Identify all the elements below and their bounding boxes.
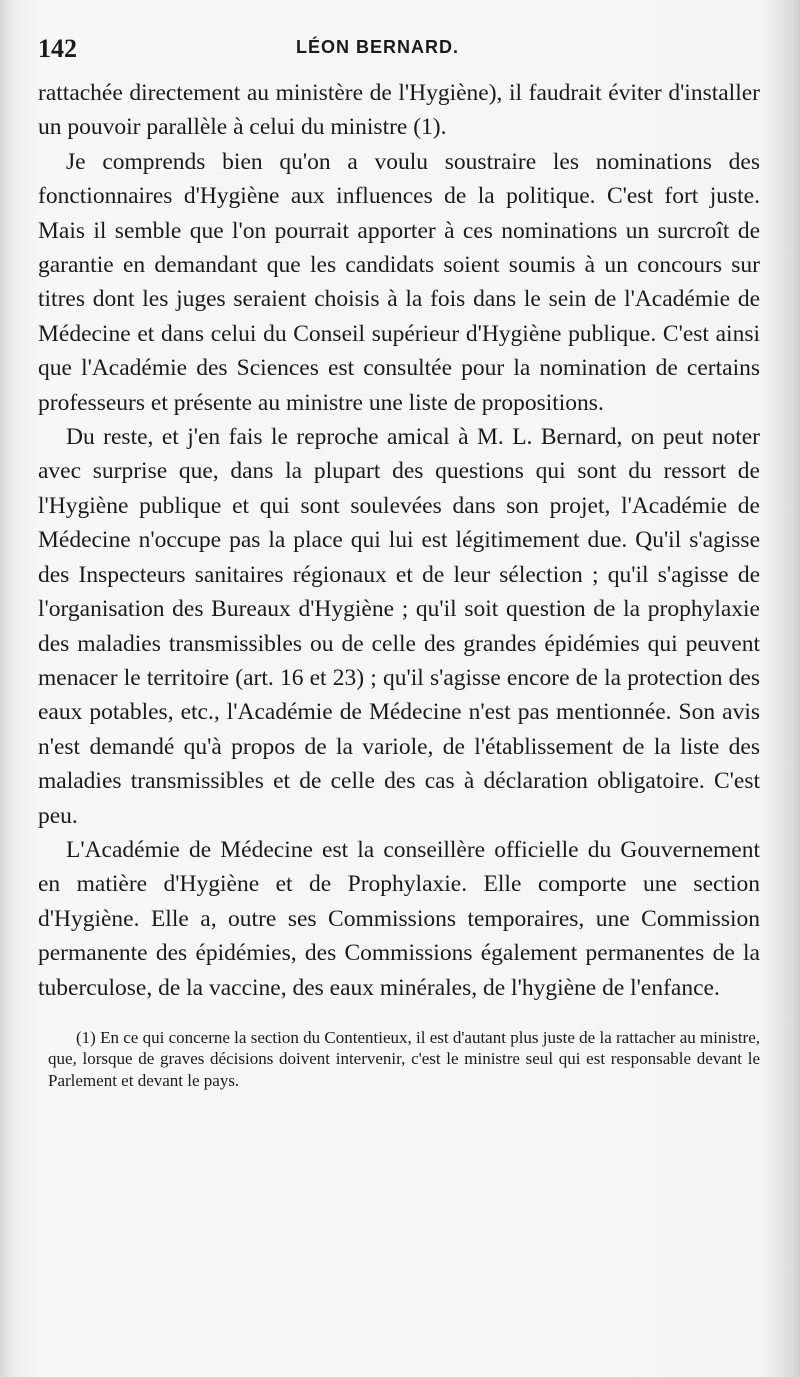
body-text bbox=[38, 76, 760, 1005]
page-number: 142 bbox=[38, 34, 77, 63]
paragraph: L'Académie de Médecine est la conseillère officielle du Gouvernement en matière d'Hygiène et de Prophylaxie. Elle comporte une section d'Hygiène. Elle a, outre ses Commissions temporaires, une Commission permanente des épidémies, des Commissions également permanentes de la tuberculose, de la vaccine, des eaux minérales, de l'hygiène de l'enfance. bbox=[38, 836, 760, 1001]
paragraph: Je comprends bien qu'on a voulu soustraire les nominations des fonctionnaires d'Hygiène aux influences de la politique. C'est fort juste. Mais il semble que l'on pourrait apporter à ces nominations un surcroît de garantie en demandant que les candidats soient soumis à un concours sur titres dont les juges seraient choisis à la fois dans le sein de l'Académie de Médecine et dans celui du Conseil supérieur d'Hygiène publique. C'est ainsi que l'Académie des Sciences est consultée pour la nomination de certains professeurs et présente au ministre une liste de propositions. bbox=[38, 148, 760, 416]
footnote-text: En ce qui concerne la section du Contentieux, il est d'autant plus juste de la rattacher au ministre, que, lorsque de graves décisions doivent intervenir, c'est le ministre seul qui est responsable devant le Parlement et devant le pays. bbox=[48, 1027, 760, 1090]
footnote-mark: (1) bbox=[76, 1027, 96, 1047]
paragraph: rattachée directement au ministère de l'Hygiène), il faudrait éviter d'installer un pouvoir parallèle à celui du ministre (1). bbox=[38, 80, 760, 141]
footnote bbox=[48, 1027, 760, 1092]
page-header bbox=[38, 30, 760, 70]
paragraph: Du reste, et j'en fais le reproche amical à M. L. Bernard, on peut noter avec surprise que, dans la plupart des questions qui sont du ressort de l'Hygiène publique et qui sont soulevées dans son projet, l'Académie de Médecine n'occupe pas la place qui lui est légitimement due. Qu'il s'agisse des Inspecteurs sanitaires régionaux et de leur sélection ; qu'il s'agisse de l'organisation des Bureaux d'Hygiène ; qu'il soit question de la prophylaxie des maladies transmissibles ou de celle des grandes épidémies qui peuvent menacer le territoire (art. 16 et 23) ; qu'il s'agisse encore de la protection des eaux potables, etc., l'Académie de Médecine n'est pas mentionnée. Son avis n'est demandé qu'à propos de la variole, de l'établissement de la liste des maladies transmissibles et de celle des cas à déclaration obligatoire. C'est peu. bbox=[38, 424, 760, 829]
footnote-area bbox=[38, 1027, 760, 1092]
running-head: LÉON BERNARD. bbox=[296, 37, 460, 57]
